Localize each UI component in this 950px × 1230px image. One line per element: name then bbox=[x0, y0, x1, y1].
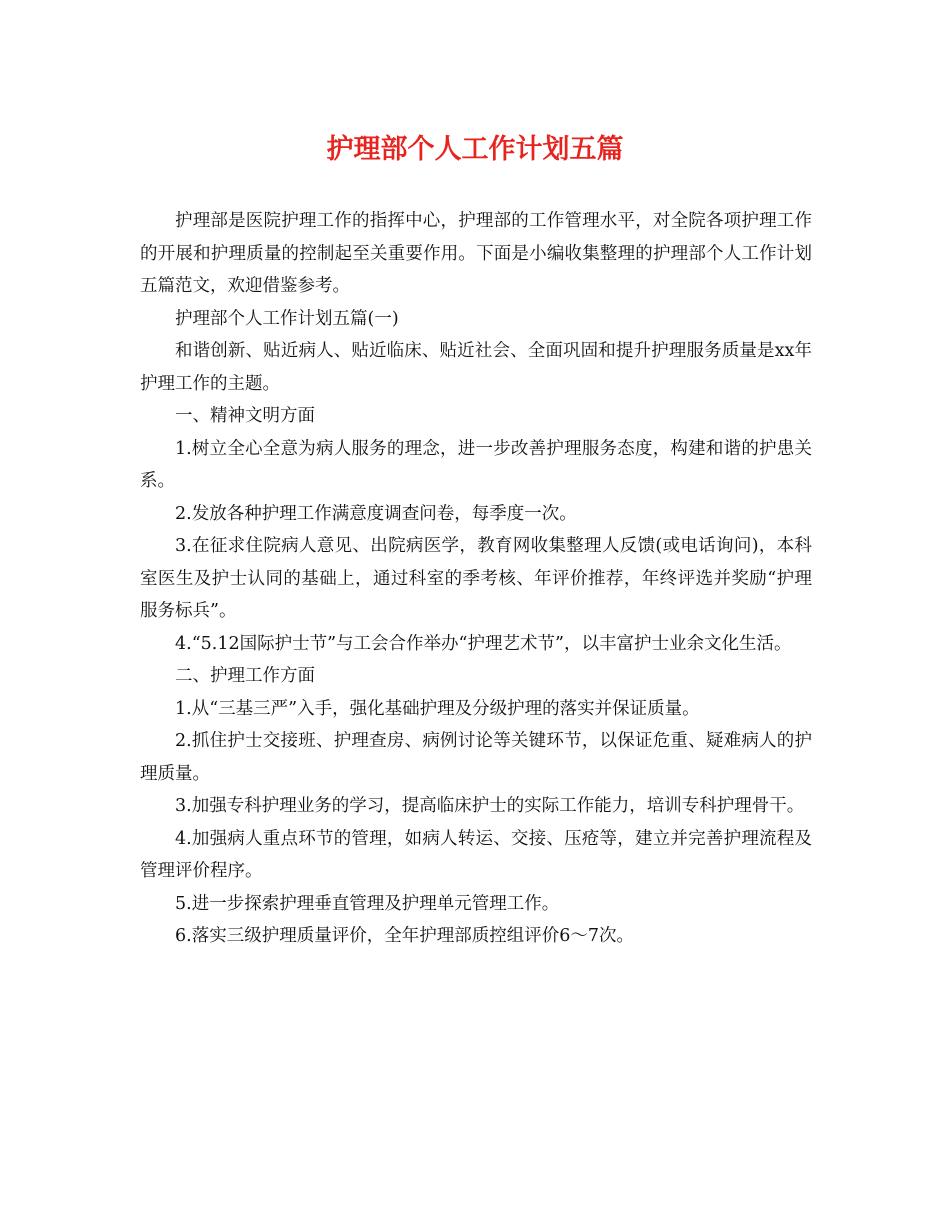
list-item: 4.加强病人重点环节的管理，如病人转运、交接、压疮等，建立并完善护理流程及管理评价程序。 bbox=[140, 828, 812, 881]
list-item: 1.从“三基三严”入手，强化基础护理及分级护理的落实并保证质量。 bbox=[175, 698, 700, 719]
list-item: 5.进一步探索护理垂直管理及护理单元管理工作。 bbox=[175, 893, 560, 914]
intro-paragraph: 护理部是医院护理工作的指挥中心，护理部的工作管理水平，对全院各项护理工作的开展和护理质量的控制起至关重要作用。下面是小编收集整理的护理部个人工作计划五篇范文，欢迎借鉴参考。 bbox=[140, 211, 812, 296]
list-item: 6.落实三级护理质量评价，全年护理部质控组评价6～7次。 bbox=[175, 926, 634, 946]
list-item: 1.树立全心全意为病人服务的理念，进一步改善护理服务态度，构建和谐的护患关系。 bbox=[140, 438, 812, 491]
list-item: 3.加强专科护理业务的学习，提高临床护士的实际工作能力，培训专科护理骨干。 bbox=[175, 796, 805, 816]
heading-nursing-work: 二、护理工作方面 bbox=[175, 666, 315, 686]
list-item: 3.在征求住院病人意见、出院病医学，教育网收集整理人反馈(或电话询问)，本科室医生及护士认同的基础上，通过科室的季考核、年评价推荐，年终评选并奖励“护理服务标兵”。 bbox=[140, 536, 812, 621]
document-body bbox=[140, 205, 812, 953]
list-item: 2.发放各种护理工作满意度调查问卷，每季度一次。 bbox=[175, 503, 577, 524]
section-heading-plan-one: 护理部个人工作计划五篇(一) bbox=[175, 308, 399, 329]
list-item: 4.“5.12国际护士节”与工会合作举办“护理艺术节”，以丰富护士业余文化生活。 bbox=[175, 633, 792, 654]
list-item: 2.抓住护士交接班、护理查房、病例讨论等关键环节，以保证危重、疑难病人的护理质量。 bbox=[140, 731, 812, 784]
document-title: 护理部个人工作计划五篇 bbox=[326, 134, 624, 165]
theme-paragraph: 和谐创新、贴近病人、贴近临床、贴近社会、全面巩固和提升护理服务质量是xx年护理工作的主题。 bbox=[140, 341, 812, 394]
heading-spiritual-civilization: 一、精神文明方面 bbox=[175, 406, 315, 426]
